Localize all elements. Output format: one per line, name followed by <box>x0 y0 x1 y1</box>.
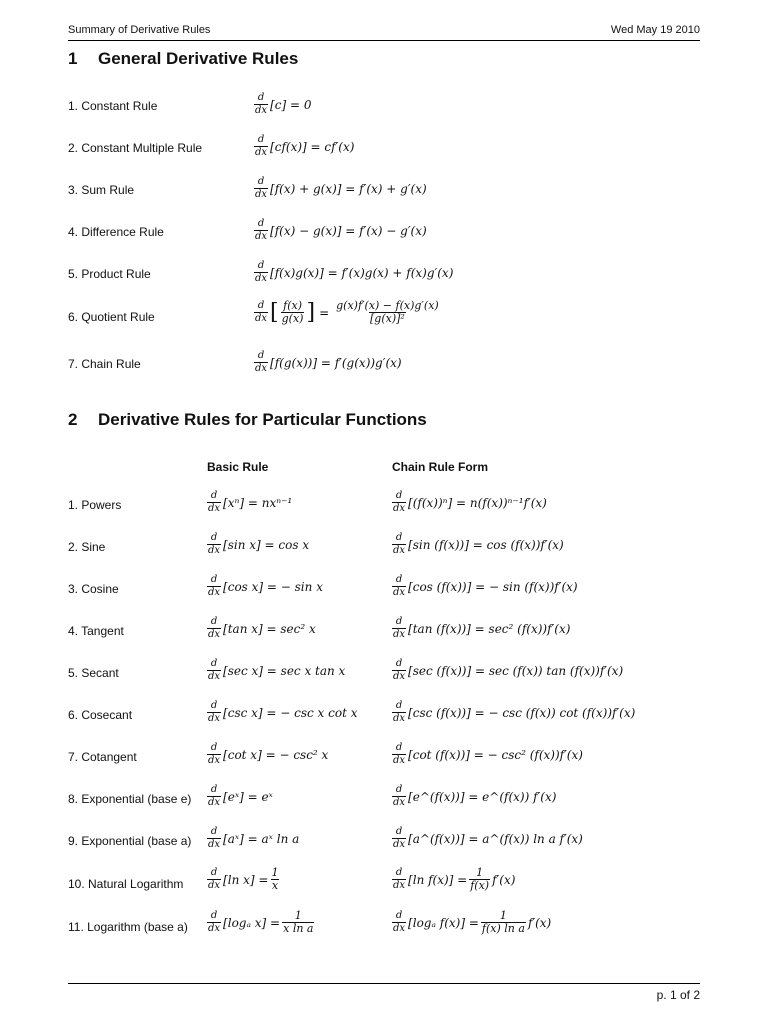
header-divider <box>68 40 700 41</box>
deriv-operator: $\frac{d}{dx}$ <box>393 867 406 891</box>
deriv-operator: $\frac{d}{dx}$ <box>208 532 221 556</box>
chain-formula: $\frac{d}{dx}$ [cot (f(x))] = − csc² (f(x))f′(x) <box>393 742 583 766</box>
rule-label: 7. Cotangent <box>68 750 137 764</box>
chain-formula: $\frac{d}{dx}$ [sin (f(x))] = cos (f(x))f′(x) <box>393 532 564 556</box>
deriv-operator: $\frac{d}{dx}$ <box>393 658 406 682</box>
deriv-operator: $\frac{d}{dx}$ <box>208 490 221 514</box>
chain-formula: $\frac{d}{dx}$ [tan (f(x))] = sec² (f(x))f′(x) <box>393 616 571 640</box>
chain-formula: $\frac{d}{dx}$ [ln f(x)] = $\frac{1}{f(x)}$ f′(x) <box>393 866 516 892</box>
basic-formula: $\frac{d}{dx}$ [sin x] = cos x <box>208 532 310 556</box>
basic-formula: $\frac{d}{dx}$ [eˣ] = eˣ <box>208 784 273 808</box>
rule-label: 5. Product Rule <box>68 267 151 281</box>
basic-formula: $\frac{d}{dx}$ [csc x] = − csc x cot x <box>208 700 358 724</box>
chain-formula: $\frac{d}{dx}$ [csc (f(x))] = − csc (f(x)) cot (f(x))f′(x) <box>393 700 636 724</box>
chain-formula: $\frac{d}{dx}$ [(f(x))ⁿ] = n(f(x))ⁿ⁻¹f′(x) <box>393 490 547 514</box>
deriv-operator: $\frac{d}{dx}$ <box>393 532 406 556</box>
chain-formula: $\frac{d}{dx}$ [sec (f(x))] = sec (f(x)) tan (f(x))f′(x) <box>393 658 624 682</box>
rule-label: 10. Natural Logarithm <box>68 877 184 891</box>
deriv-operator: $\frac{d}{dx}$ <box>393 490 406 514</box>
deriv-operator: $\frac{d}{dx}$ <box>208 784 221 808</box>
rule-formula: $\frac{d}{dx}$ [ $\frac{f(x)}{g(x)}$ ] = $\frac{g(x)f'(x) - f(x)g'(x)}{\text{[g(x)]²}}$ <box>255 299 439 325</box>
header-date: Wed May 19 2010 <box>610 24 700 36</box>
deriv-operator: $\frac{d}{dx}$ <box>208 700 221 724</box>
rule-label: 5. Secant <box>68 666 119 680</box>
page-number: p. 1 of 2 <box>656 988 700 1002</box>
rule-label: 1. Constant Rule <box>68 99 158 113</box>
deriv-operator: $\frac{d}{dx}$ <box>255 176 268 200</box>
chain-formula: $\frac{d}{dx}$ [logₐ f(x)] = $\frac{1}{\text{f(x) ln a}}$ f′(x) <box>393 909 552 935</box>
deriv-operator: $\frac{d}{dx}$ <box>255 350 268 374</box>
chain-formula: $\frac{d}{dx}$ [cos (f(x))] = − sin (f(x))f′(x) <box>393 574 578 598</box>
deriv-operator: $\frac{d}{dx}$ <box>255 218 268 242</box>
section-1-title: General Derivative Rules <box>98 49 299 68</box>
chain-formula: $\frac{d}{dx}$ [a^(f(x))] = a^(f(x)) ln a f′(x) <box>393 826 583 850</box>
rule-formula: $\frac{d}{dx}$ [f(g(x))] = f′(g(x))g′(x) <box>255 350 402 374</box>
rule-label: 1. Powers <box>68 498 122 512</box>
rule-label: 4. Difference Rule <box>68 225 164 239</box>
deriv-operator: $\frac{d}{dx}$ <box>393 616 406 640</box>
basic-formula: $\frac{d}{dx}$ [logₐ x] = $\frac{1}{\text{x ln a}}$ <box>208 909 314 935</box>
rule-formula: $\frac{d}{dx}$ [f(x) − g(x)] = f′(x) − g′(x) <box>255 218 427 242</box>
deriv-operator: $\frac{d}{dx}$ <box>208 742 221 766</box>
rule-label: 6. Cosecant <box>68 708 133 722</box>
basic-formula: $\frac{d}{dx}$ [sec x] = sec x tan x <box>208 658 346 682</box>
deriv-operator: $\frac{d}{dx}$ <box>255 92 268 116</box>
deriv-operator: $\frac{d}{dx}$ <box>208 910 221 934</box>
basic-formula: $\frac{d}{dx}$ [ln x] = $\frac{1}{x}$ <box>208 866 279 892</box>
basic-formula: $\frac{d}{dx}$ [aˣ] = aˣ ln a <box>208 826 300 850</box>
rule-formula: $\frac{d}{dx}$ [c] = 0 <box>255 92 312 116</box>
basic-formula: $\frac{d}{dx}$ [tan x] = sec² x <box>208 616 316 640</box>
section-1-heading <box>68 49 700 73</box>
deriv-operator: $\frac{d}{dx}$ <box>208 826 221 850</box>
rule-label: 8. Exponential (base e) <box>68 792 192 806</box>
chain-formula: $\frac{d}{dx}$ [e^(f(x))] = e^(f(x)) f′(x) <box>393 784 557 808</box>
section-2-title: Derivative Rules for Particular Functions <box>98 410 427 429</box>
deriv-operator: $\frac{d}{dx}$ <box>208 658 221 682</box>
deriv-operator: $\frac{d}{dx}$ <box>208 616 221 640</box>
column-header-basic: Basic Rule <box>207 460 269 474</box>
section-2-number: 2 <box>68 410 78 429</box>
deriv-operator: $\frac{d}{dx}$ <box>393 826 406 850</box>
deriv-operator: $\frac{d}{dx}$ <box>393 742 406 766</box>
rule-label: 6. Quotient Rule <box>68 310 155 324</box>
deriv-operator: $\frac{d}{dx}$ <box>393 784 406 808</box>
deriv-operator: $\frac{d}{dx}$ <box>393 910 406 934</box>
basic-formula: $\frac{d}{dx}$ [xⁿ] = nxⁿ⁻¹ <box>208 490 293 514</box>
rule-label: 3. Sum Rule <box>68 183 135 197</box>
deriv-operator: $\frac{d}{dx}$ <box>255 300 268 324</box>
rule-label: 11. Logarithm (base a) <box>68 920 188 934</box>
rule-label: 3. Cosine <box>68 582 119 596</box>
column-header-chain: Chain Rule Form <box>392 460 489 474</box>
deriv-operator: $\frac{d}{dx}$ <box>208 867 221 891</box>
rule-formula: $\frac{d}{dx}$ [f(x)g(x)] = f′(x)g(x) + f(x)g′(x) <box>255 260 454 284</box>
rule-label: 9. Exponential (base a) <box>68 834 192 848</box>
rule-formula: $\frac{d}{dx}$ [f(x) + g(x)] = f′(x) + g′(x) <box>255 176 427 200</box>
basic-formula: $\frac{d}{dx}$ [cos x] = − sin x <box>208 574 323 598</box>
rule-formula: $\frac{d}{dx}$ [cf(x)] = cf′(x) <box>255 134 355 158</box>
deriv-operator: $\frac{d}{dx}$ <box>393 574 406 598</box>
deriv-operator: $\frac{d}{dx}$ <box>393 700 406 724</box>
basic-formula: $\frac{d}{dx}$ [cot x] = − csc² x <box>208 742 329 766</box>
header-title: Summary of Derivative Rules <box>68 24 211 36</box>
page-header <box>68 22 700 42</box>
rule-label: 4. Tangent <box>68 624 124 638</box>
section-1-number: 1 <box>68 49 78 68</box>
rule-label: 7. Chain Rule <box>68 357 141 371</box>
rule-label: 2. Sine <box>68 540 106 554</box>
deriv-operator: $\frac{d}{dx}$ <box>255 134 268 158</box>
deriv-operator: $\frac{d}{dx}$ <box>255 260 268 284</box>
section-2-heading <box>68 410 700 434</box>
rule-label: 2. Constant Multiple Rule <box>68 141 203 155</box>
deriv-operator: $\frac{d}{dx}$ <box>208 574 221 598</box>
footer-divider <box>68 983 700 984</box>
